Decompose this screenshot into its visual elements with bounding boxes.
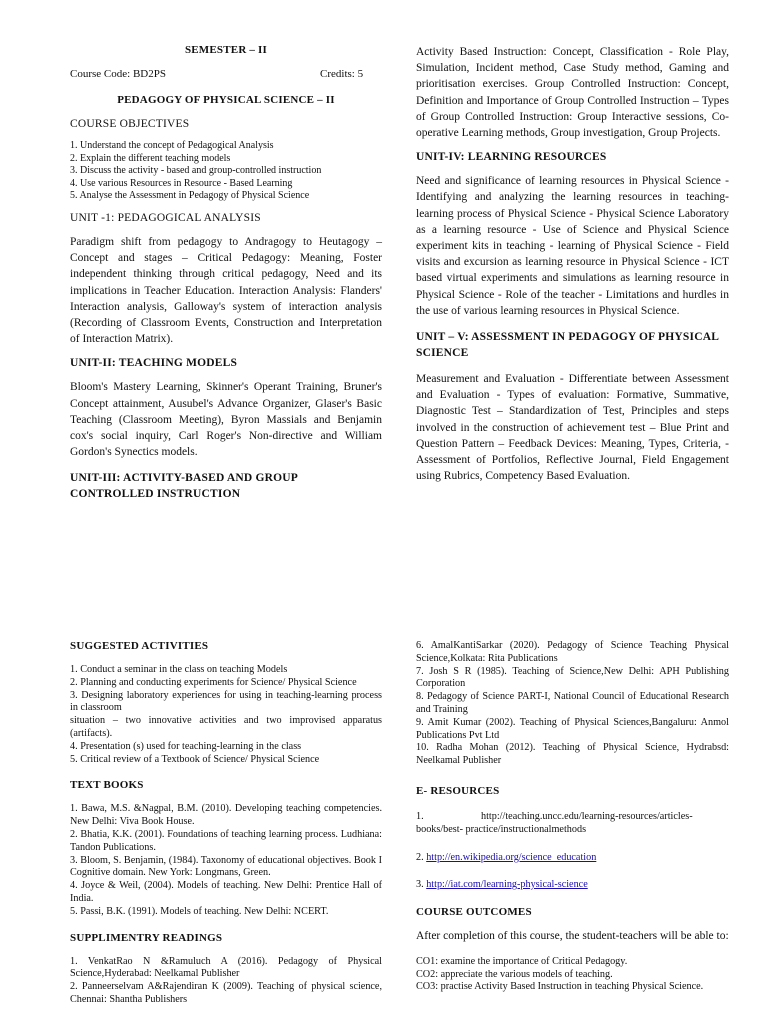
unit2-heading: UNIT-II: TEACHING MODELS <box>70 357 238 370</box>
course-code: Course Code: BD2PS <box>70 68 166 80</box>
list-item: 3. Designing laboratory experiences for using in teaching-learning process in classroom <box>70 689 382 714</box>
outcomes-list <box>416 956 729 994</box>
bottom-right-column <box>416 640 729 994</box>
list-item: CO1: examine the importance of Critical Pedagogy. <box>416 955 628 967</box>
unit2-text: Bloom's Mastery Learning, Skinner's Operant Training, Bruner's Concept attainment, Ausubel's Advance Organizer, Glaser's Basic Teaching (Classroom Meeting), Byron Massials and Benjamin cox's social inquiry, Carl Roger's Non-directive and William Gordon's Synectics models. <box>70 381 382 459</box>
list-item: 7. Josh S R (1985). Teaching of Science,New Delhi: APH Publishing Corporation <box>416 665 729 690</box>
e-resource-1-url-line1[interactable]: http://teaching.uncc.edu/learning-resources/articles- <box>481 810 693 822</box>
list-item: 6. AmalKantiSarkar (2020). Pedagogy of Science Teaching Physical Science,Kolkata: Rita Publications <box>416 640 729 664</box>
list-item: 5. Passi, B.K. (1991). Models of teaching. New Delhi: NCERT. <box>70 905 329 917</box>
unit3-text: Activity Based Instruction: Concept, Classification - Role Play, Simulation, Incident method, Case Study method, Gaming and prioritisation exercises. Group Controlled Instruction: Concept, Definition and Importance of Group Controlled Instruction – Types of Group Controlled Instruction: Group Interactive sessions, Co-operative Learning methods, Group investigation, Group Projects. <box>416 46 729 140</box>
list-item: 1. Bawa, M.S. &Nagpal, B.M. (2010). Developing teaching competencies. New Delhi: Viva Book House. <box>70 803 382 828</box>
list-item: 10. Radha Mohan (2012). Teaching of Physical Science, Hydrabsd: Neelkamal Publisher <box>416 742 729 767</box>
activities-heading: SUGGESTED ACTIVITIES <box>70 640 209 652</box>
list-item: 5. Analyse the Assessment in Pedagogy of Physical Science <box>70 190 310 202</box>
supplementary-list-continued <box>416 640 729 768</box>
list-item: 1. Understand the concept of Pedagogical Analysis <box>70 140 274 151</box>
unit5-text: Measurement and Evaluation - Differentiate between Assessment and Evaluation - Types of evaluation: Formative, Summative, Diagnostic Test – Standardization of Test, Principles and steps involved in the construction of achievement test – Blue Print and Question Pattern – Feedback Devices: Meaning, Types, Criteria, - Assessment of Portfolios, Reflective Journal, Field Engagement using Rubrics, Competency Based Evaluation. <box>416 373 729 483</box>
unit5-heading: UNIT – V: ASSESSMENT IN PEDAGOGY OF PHYSICAL SCIENCE <box>416 331 719 360</box>
list-item: situation – two innovative activities and two improvised apparatus (artifacts). <box>70 715 382 739</box>
objectives-list <box>70 140 382 203</box>
list-item: 3. Discuss the activity - based and group-controlled instruction <box>70 165 322 177</box>
list-item: 9. Amit Kumar (2002). Teaching of Physical Sciences,Bangaluru: Anmol Publications Pvt Ltd <box>416 716 729 741</box>
list-item: 1. VenkatRao N &Ramuluch A (2016). Pedagogy of Physical Science,Hyderabad: Neelkamal Publisher <box>70 955 382 980</box>
e-resource-3 <box>416 879 729 892</box>
top-right-column <box>416 44 729 484</box>
list-item: CO2: appreciate the various models of teaching. <box>416 968 613 980</box>
e-resource-2 <box>416 852 729 865</box>
course-title: PEDAGOGY OF PHYSICAL SCIENCE – II <box>117 94 335 106</box>
list-item: 3. Bloom, S. Benjamin, (1984). Taxonomy of educational objectives. Book I Cognitive domain. New York: Longmans, Green. <box>70 854 382 879</box>
e-resource-3-link[interactable]: http://iat.com/learning-physical-science <box>426 878 588 890</box>
list-item: 2. Panneerselvam A&Rajendiran K (2009). Teaching of physical science, Chennai: Shantha Publishers <box>70 981 382 1005</box>
unit4-text: Need and significance of learning resources in Physical Science - Identifying and analyzing the learning resources in teaching-learning process of Physical Science - Physical Science Laboratory as a learning resource - Use of Science and Physical Science experiment kits in teaching - learning of Physical Science - Field visits and excursion as learning resource in Physical Science - ICT based virtual experiments and simulations as learning resource in Physical Science - Role of the teacher - Limitations and hurdles in the use of various learning resources in Physical Science. <box>416 175 729 317</box>
list-item: 8. Pedagogy of Science PART-I, National Council of Educational Research and Training <box>416 691 729 715</box>
course-code-row <box>70 68 382 84</box>
list-item: 2. Bhatia, K.K. (2001). Foundations of teaching learning process. Ludhiana: Tandon Publications. <box>70 828 382 853</box>
outcomes-intro: After completion of this course, the student-teachers will be able to: <box>416 929 729 942</box>
e-resource-1-number: 1. <box>416 810 424 822</box>
supplementary-heading: SUPPLIMENTRY READINGS <box>70 931 223 944</box>
supplementary-list <box>70 956 382 1007</box>
list-item: 4. Use various Resources in Resource - Based Learning <box>70 177 293 189</box>
top-left-column <box>70 44 382 502</box>
e-resources-heading: E- RESOURCES <box>416 784 500 797</box>
objectives-heading: COURSE OBJECTIVES <box>70 118 190 130</box>
unit1-heading: UNIT -1: PEDAGOGICAL ANALYSIS <box>70 211 261 224</box>
bottom-left-column <box>70 640 382 1007</box>
textbooks-list <box>70 803 382 918</box>
e-resource-1 <box>416 811 729 837</box>
list-item: 5. Critical review of a Textbook of Science/ Physical Science <box>70 753 320 765</box>
list-item: CO3: practise Activity Based Instruction in teaching Physical Science. <box>416 981 704 993</box>
list-item: 4. Joyce & Weil, (2004). Models of teaching. New Delhi: Prentice Hall of India. <box>70 880 382 904</box>
list-item: 4. Presentation (s) used for teaching-learning in the class <box>70 740 302 752</box>
course-outcomes-heading: COURSE OUTCOMES <box>416 905 532 918</box>
textbooks-heading: TEXT BOOKS <box>70 779 144 792</box>
semester-heading: SEMESTER – II <box>184 44 268 56</box>
e-resource-3-number: 3. <box>416 878 424 890</box>
credits: Credits: 5 <box>320 68 364 80</box>
e-resource-2-number: 2. <box>416 851 424 863</box>
unit4-heading: UNIT-IV: LEARNING RESOURCES <box>416 151 607 164</box>
list-item: 2. Planning and conducting experiments for Science/ Physical Science <box>70 676 357 688</box>
list-item: 2. Explain the different teaching models <box>70 152 231 164</box>
e-resource-1-url-line2[interactable]: books/best- practice/instructionalmethods <box>416 823 587 835</box>
unit3-heading: UNIT-III: ACTIVITY-BASED AND GROUP CONTROLLED INSTRUCTION <box>70 472 298 501</box>
e-resource-2-link[interactable]: http://en.wikipedia.org/science_education <box>426 851 597 863</box>
activities-list <box>70 664 382 766</box>
list-item: 1. Conduct a seminar in the class on teaching Models <box>70 664 288 675</box>
unit1-text: Paradigm shift from pedagogy to Andragogy to Heutagogy – Concept and stages – Critical Pedagogy: Meaning, Foster independent thinking through critical pedagogy, Need and its implications in Teacher Education. Interaction Analysis: Flanders' Interaction analysis, Galloway's system of interaction analysis (Recording of Classroom Events, Construction and Interpretation of Interaction Matrix). <box>70 235 382 346</box>
